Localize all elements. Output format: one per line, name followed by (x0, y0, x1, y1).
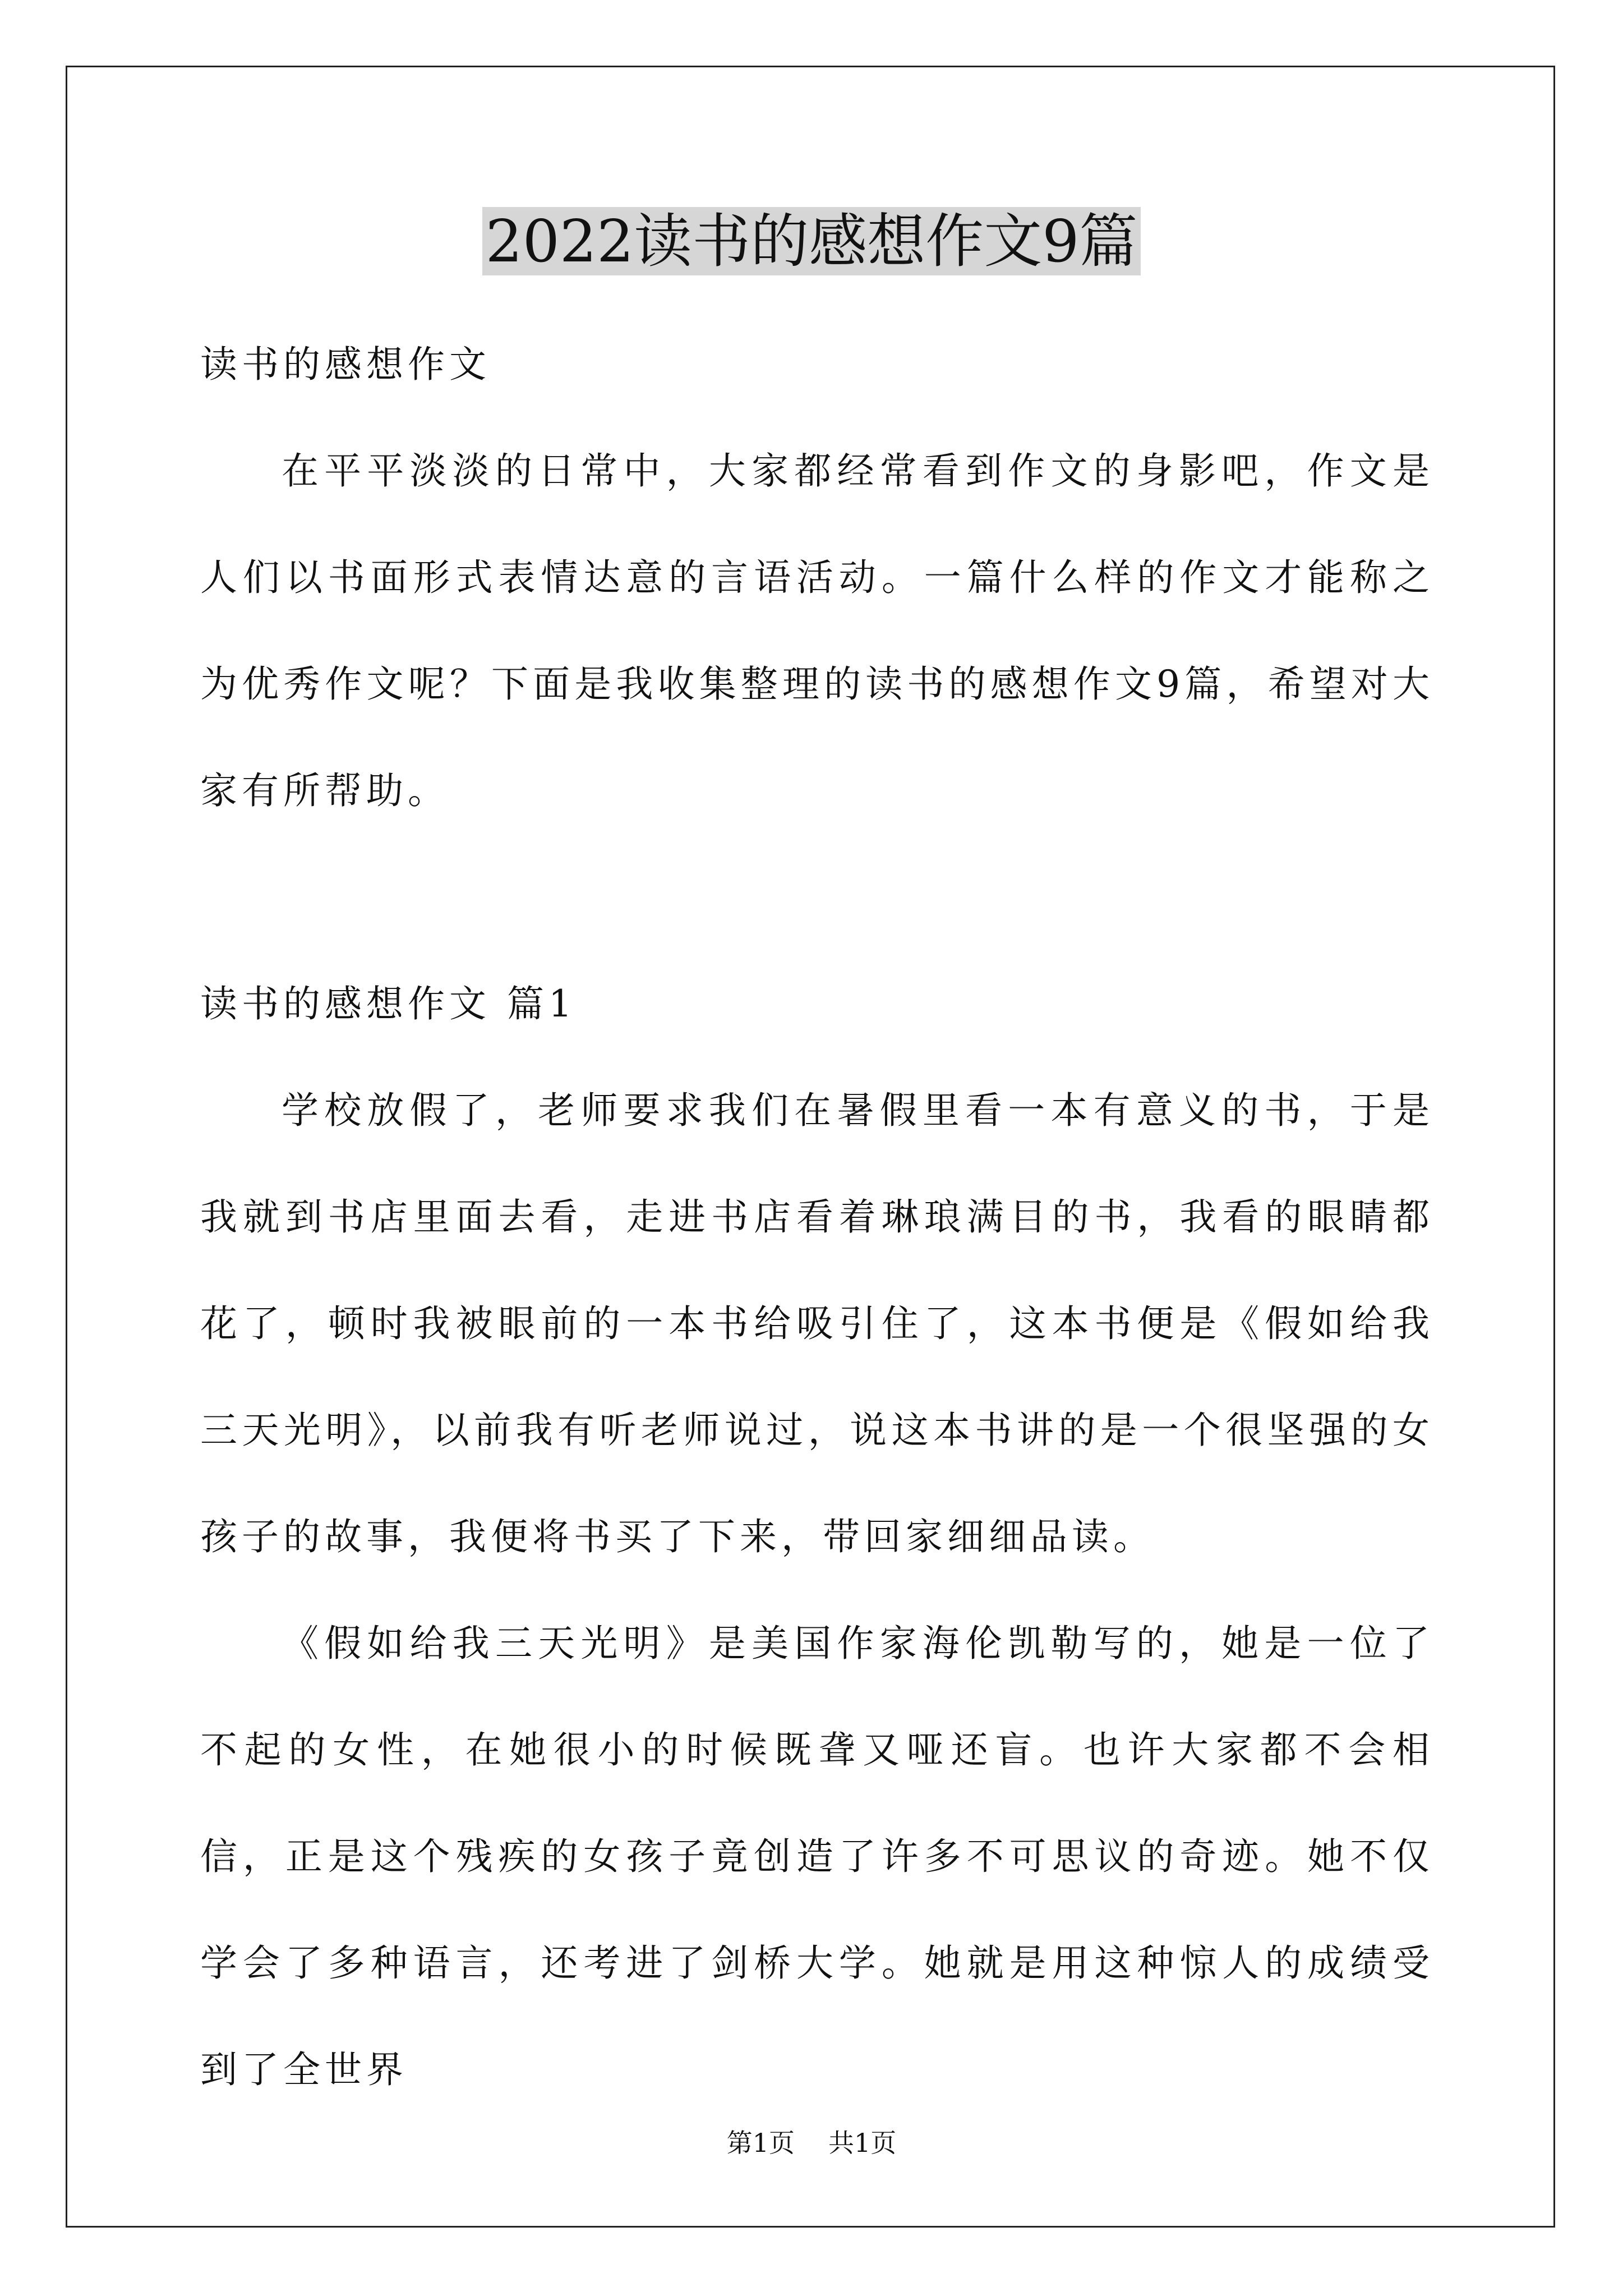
document-title-wrapper (0, 202, 1623, 280)
document-body (200, 311, 1434, 2123)
section1-heading: 读书的感想作文 篇1 (200, 982, 577, 1025)
section1-paragraph-2: 《假如给我三天光明》是美国作家海伦凯勒写的，她是一位了不起的女性，在她很小的时候既聋又哑还盲。也许大家都不会相信，正是这个残疾的女孩子竟创造了许多不可思议的奇迹。她不仅学会了多种语言，还考进了剑桥大学。她就是用这种惊人的成绩受到了全世界 (200, 1622, 1434, 2091)
section1-paragraph-1: 学校放假了，老师要求我们在暑假里看一本有意义的书，于是我就到书店里面去看，走进书店看着琳琅满目的书，我看的眼睛都花了，顿时我被眼前的一本书给吸引住了，这本书便是《假如给我三天光明》，以前我有听老师说过，说这本书讲的是一个很坚强的女孩子的故事，我便将书买了下来，带回家细细品读。 (200, 1089, 1434, 1558)
document-title: 2022读书的感想作文9篇 (482, 207, 1141, 275)
section-spacer (200, 844, 1434, 951)
page-footer (0, 2126, 1623, 2160)
intro-paragraph: 在平平淡淡的日常中，大家都经常看到作文的身影吧，作文是人们以书面形式表情达意的言语活动。一篇什么样的作文才能称之为优秀作文呢？下面是我收集整理的读书的感想作文9篇，希望对大家有所帮助。 (200, 449, 1434, 812)
intro-heading: 读书的感想作文 (200, 343, 491, 386)
page-number: 第1页 (726, 2128, 795, 2158)
page-total: 共1页 (828, 2128, 897, 2158)
